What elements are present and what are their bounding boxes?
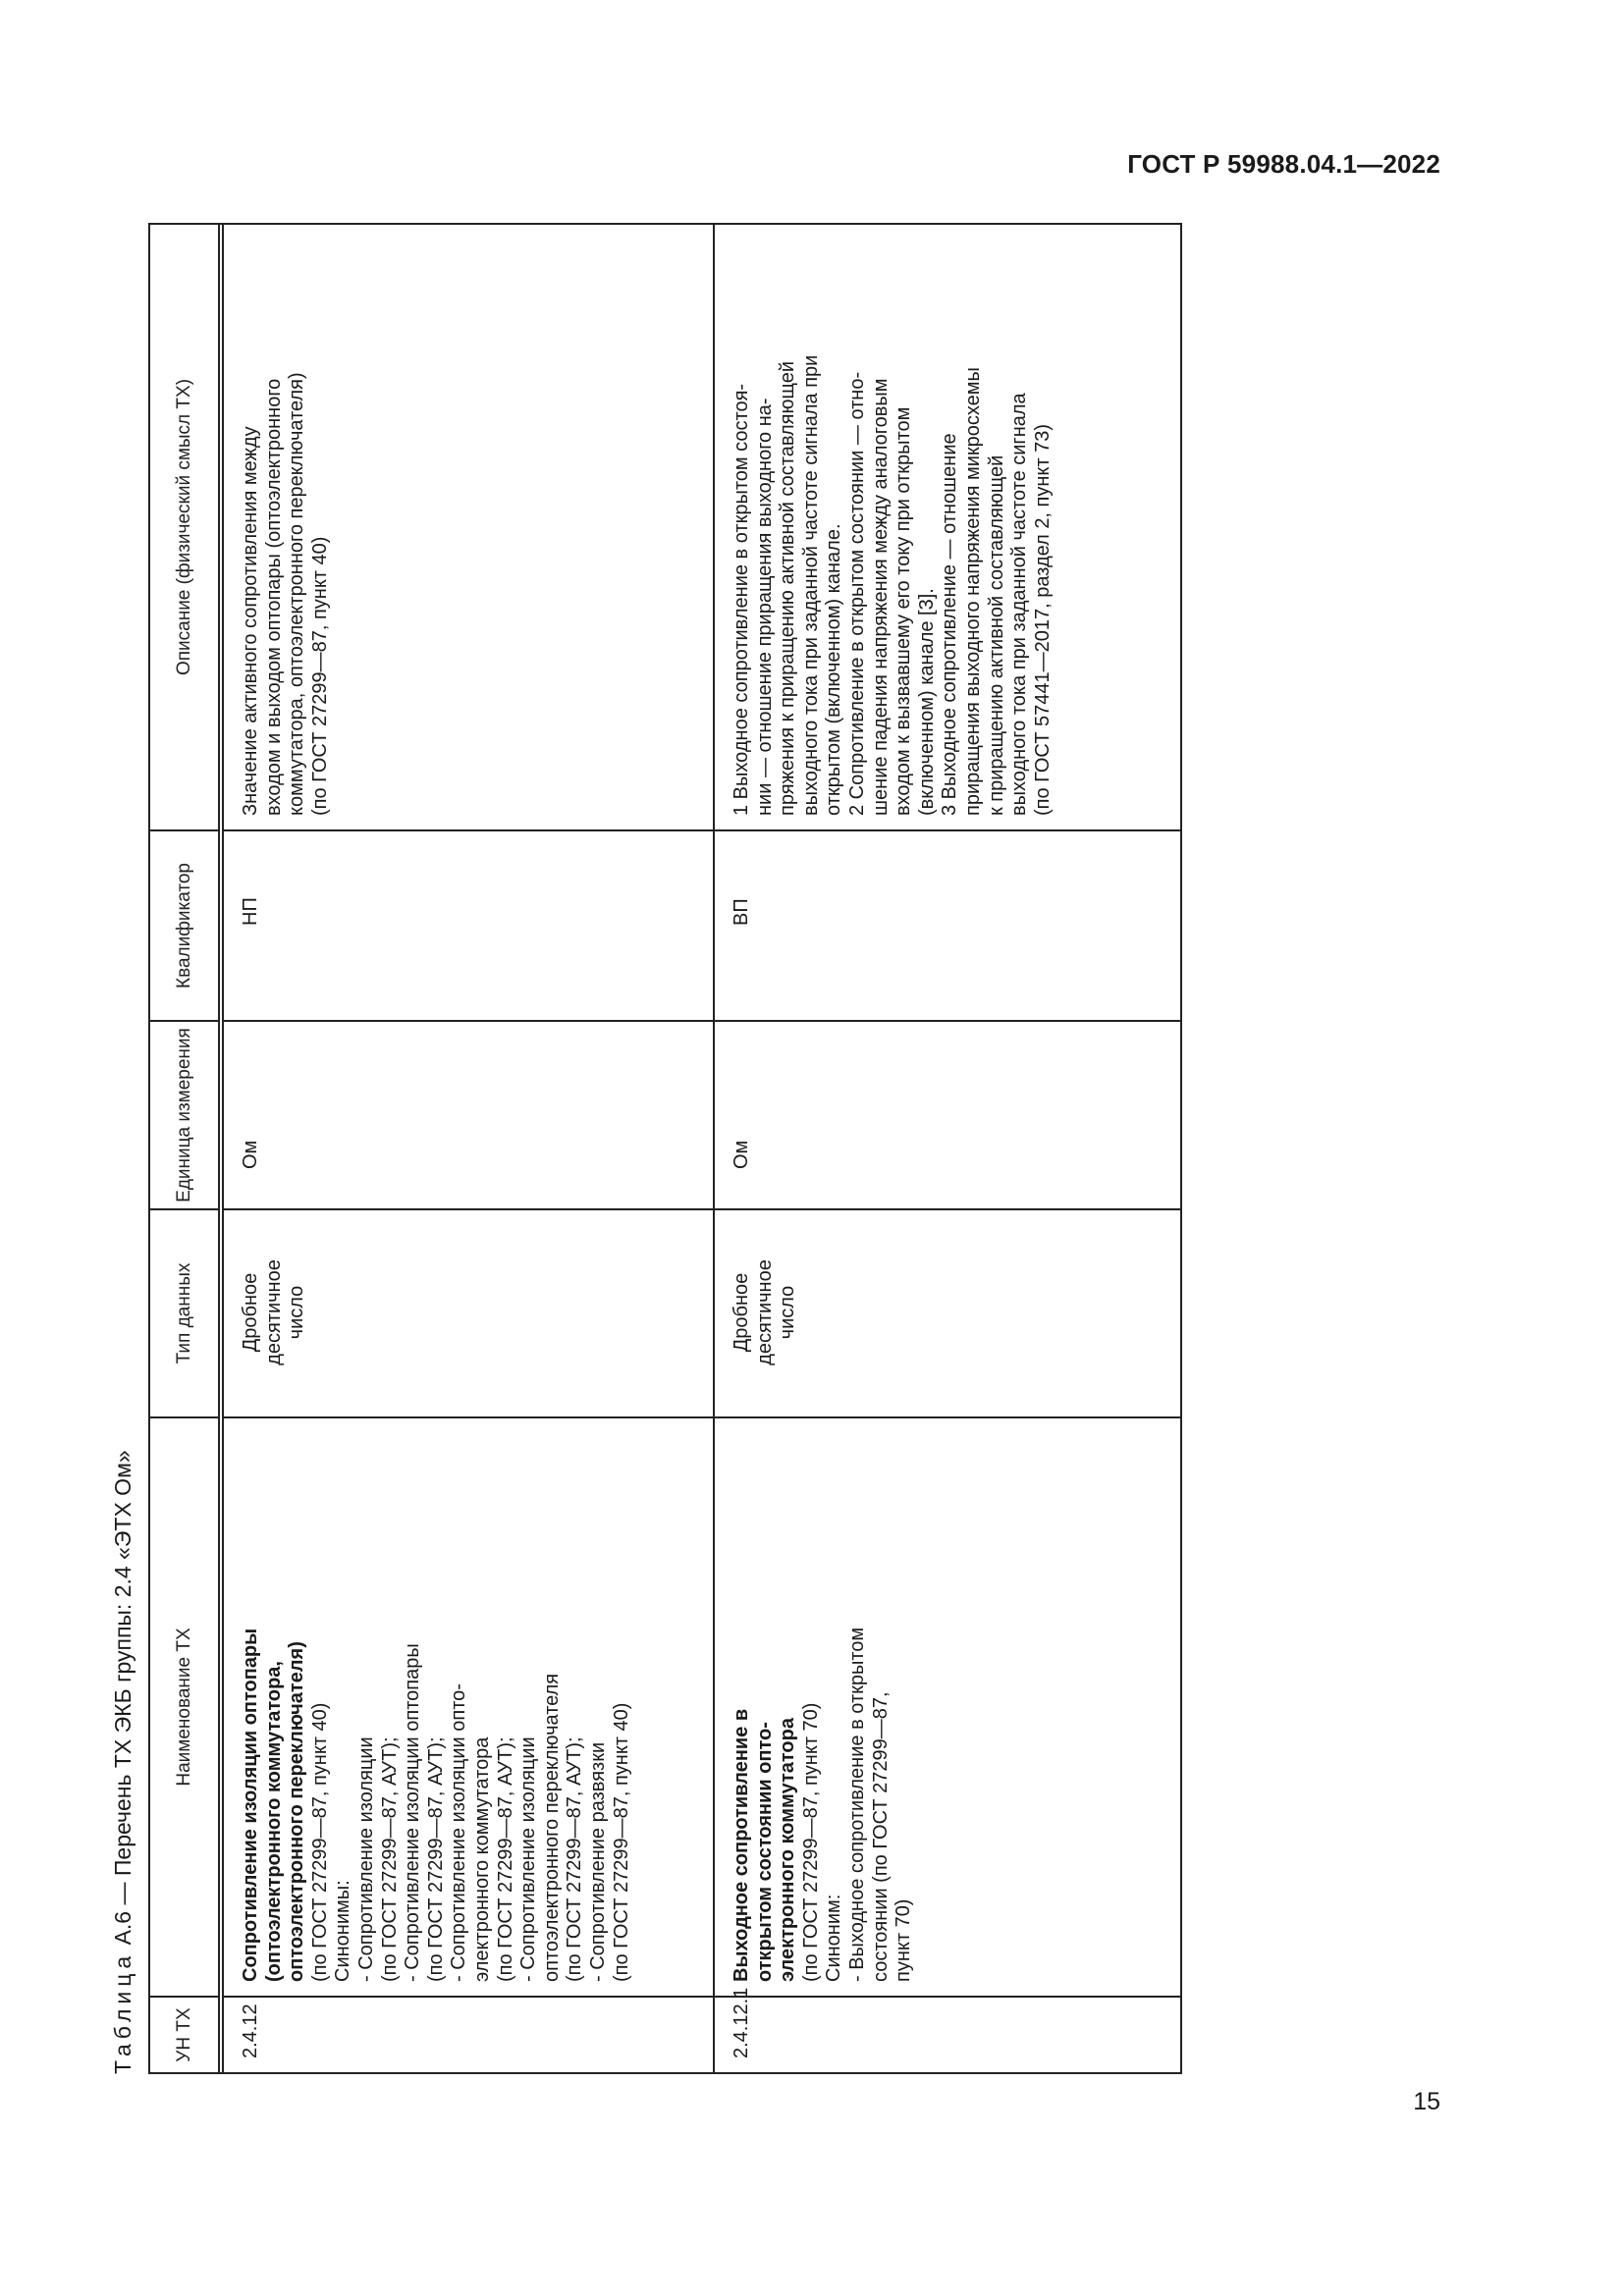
name-bold-line: Выходное сопротивление в xyxy=(731,1708,752,1982)
row-unit: Ом xyxy=(714,1021,1181,1209)
name-line: Синонимы: xyxy=(332,1880,354,1982)
name-line: (по ГОСТ 27299—87, АУТ); xyxy=(424,1736,447,1982)
name-line: - Сопротивление развязки xyxy=(586,1741,609,1982)
name-bold-line: электронного коммутатора xyxy=(777,1718,799,1982)
name-line: (по ГОСТ 27299—87, АУТ); xyxy=(564,1736,586,1982)
row-description xyxy=(223,224,714,830)
description-line: входом и выходом оптопары (оптоэлектронного xyxy=(262,378,285,816)
name-line: электронного коммутатора xyxy=(470,1736,493,1982)
description-line: приращения выходного напряжения микросхемы xyxy=(961,367,984,816)
data-type-line: Дробное xyxy=(240,1272,261,1353)
name-line: Синоним: xyxy=(823,1894,845,1982)
data-type-line: Дробное xyxy=(731,1272,752,1353)
name-line: - Выходное сопротивление в открытом xyxy=(845,1627,868,1982)
name-line: (по ГОСТ 27299—87, АУТ); xyxy=(378,1736,401,1982)
description-line: 1 Выходное сопротивление в открытом состоя- xyxy=(731,383,752,816)
description-line: шение падения напряжения между аналоговым xyxy=(869,378,892,816)
data-type-line: десятичное xyxy=(753,1259,776,1365)
standard-code: ГОСТ Р 59988.04.1—2022 xyxy=(1127,149,1440,179)
column-header-data-type: Тип данных xyxy=(149,1209,219,1417)
name-line: (по ГОСТ 27299—87, пункт 40) xyxy=(308,1702,331,1982)
name-line: оптоэлектронного переключателя xyxy=(540,1673,563,1982)
column-header-description: Описание (физический смысл ТХ) xyxy=(149,224,219,830)
row-id: 2.4.12 xyxy=(223,1997,714,2073)
description-line: к приращению активной составляющей xyxy=(985,454,1007,816)
column-header-qualifier: Квалификатор xyxy=(149,830,219,1021)
row-qualifier: НП xyxy=(223,830,714,1021)
data-type-line: десятичное xyxy=(262,1259,285,1365)
description-line: нии — отношение приращения выходного на- xyxy=(753,398,776,816)
data-type-line: число xyxy=(777,1285,799,1340)
table-header-row xyxy=(149,224,219,2073)
name-line: (по ГОСТ 27299—87, АУТ); xyxy=(494,1736,516,1982)
name-line: пункт 70) xyxy=(893,1898,915,1982)
row-data-type xyxy=(223,1209,714,1417)
column-header-id: УН ТХ xyxy=(149,1997,219,2073)
row-data-type xyxy=(714,1209,1181,1417)
description-line: открытом (включенном) канале. xyxy=(823,523,845,816)
rotated-table-block xyxy=(102,219,1192,2074)
row-id: 2.4.12.1 xyxy=(714,1997,1181,2073)
row-qualifier: ВП xyxy=(714,830,1181,1021)
page-number: 15 xyxy=(1413,2088,1440,2115)
data-type-line: число xyxy=(286,1285,308,1340)
table-row xyxy=(714,224,1181,2073)
description-line: Значение активного сопротивления между xyxy=(240,426,261,816)
description-line: коммутатора, оптоэлектронного переключателя) xyxy=(286,372,308,816)
description-line: 3 Выходное сопротивление — отношение xyxy=(939,433,961,816)
description-line: входом к вызвавшему его току при открытом xyxy=(893,406,915,816)
name-line: - Сопротивление изоляции xyxy=(354,1736,377,1982)
description-line: (включенном) канале [3]. xyxy=(915,588,938,816)
column-header-unit: Единица измерения xyxy=(149,1021,219,1209)
name-line: состоянии (по ГОСТ 27299—87, xyxy=(869,1691,892,1982)
row-name xyxy=(714,1417,1181,1997)
name-line: - Сопротивление изоляции опто- xyxy=(448,1683,470,1982)
description-line: выходного тока при заданной частоте сигнала xyxy=(1008,393,1031,816)
description-line: пряжения к приращению активной составляющей xyxy=(777,360,799,816)
row-unit: Ом xyxy=(223,1021,714,1209)
row-name xyxy=(223,1417,714,1997)
name-bold-line: (оптоэлектронного коммутатора, xyxy=(262,1661,285,1982)
name-bold-line: открытом состоянии опто- xyxy=(753,1722,776,1982)
row-description xyxy=(714,224,1181,830)
name-line: (по ГОСТ 27299—87, пункт 40) xyxy=(610,1702,632,1982)
name-line: (по ГОСТ 27299—87, пункт 70) xyxy=(799,1702,822,1982)
table-caption xyxy=(110,1450,136,2074)
description-line: (по ГОСТ 27299—87, пункт 40) xyxy=(308,536,331,816)
description-line: выходного тока при заданной частоте сигнала при xyxy=(799,354,822,816)
name-line: - Сопротивление изоляции xyxy=(517,1736,540,1982)
column-header-name: Наименование ТХ xyxy=(149,1417,219,1997)
table-caption-prefix: Таблица xyxy=(110,1950,135,2074)
table-row xyxy=(223,224,714,2073)
name-line: - Сопротивление изоляции оптопары xyxy=(402,1643,424,1982)
description-line: (по ГОСТ 57441—2017, раздел 2, пункт 73) xyxy=(1031,423,1054,816)
table-caption-text: А.6 — Перечень ТХ ЭКБ группы: 2.4 «ЭТХ Ом» xyxy=(110,1450,135,1951)
characteristics-table xyxy=(148,223,1182,2074)
description-line: 2 Сопротивление в открытом состоянии — отно- xyxy=(845,371,868,816)
name-bold-line: Сопротивление изоляции оптопары xyxy=(240,1628,261,1982)
name-bold-line: оптоэлектронного переключателя) xyxy=(286,1641,308,1982)
